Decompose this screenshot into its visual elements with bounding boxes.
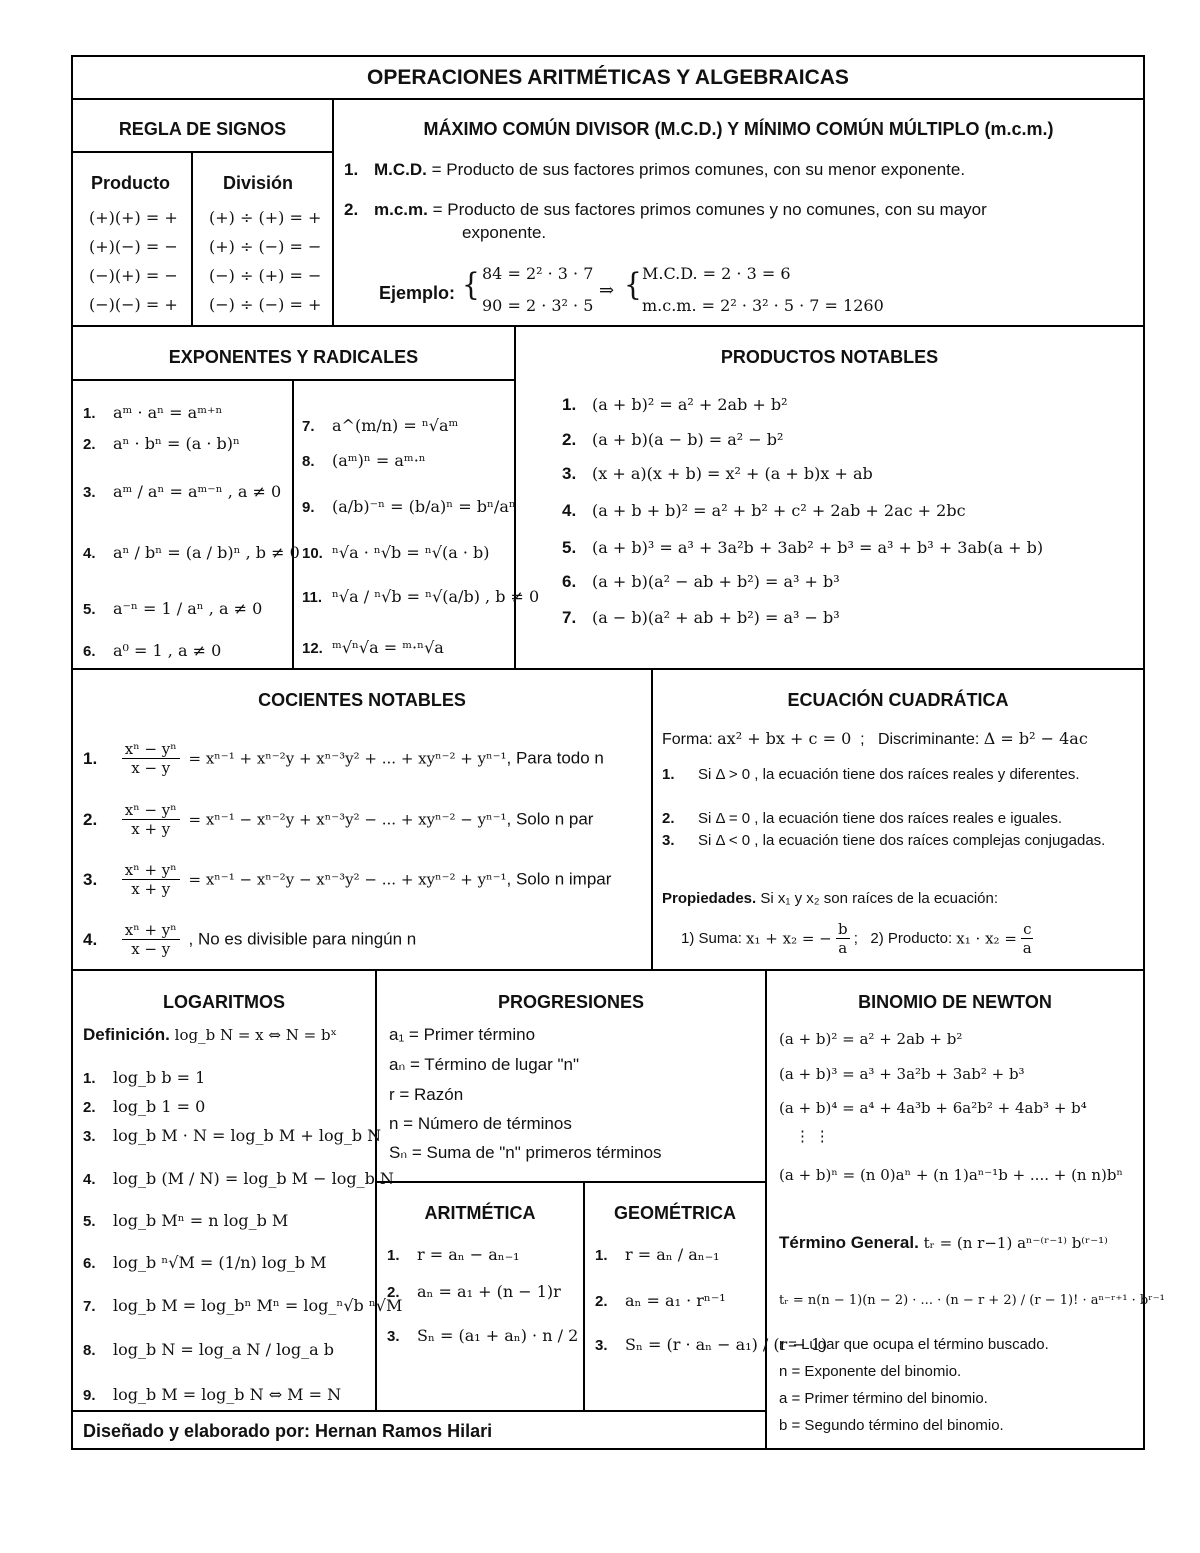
radical-rule: 8. (aᵐ)ⁿ = aᵐ·ⁿ bbox=[302, 451, 426, 470]
binomial-general-expansion: (a + b)ⁿ = (n 0)aⁿ + (n 1)aⁿ⁻¹b + .... + (n n)bⁿ bbox=[779, 1166, 1123, 1184]
exponent-rule: 3. aᵐ / aⁿ = aᵐ⁻ⁿ , a ≠ 0 bbox=[83, 482, 282, 501]
product-formula: 6. (a + b)(a² − ab + b²) = a³ + b³ bbox=[562, 572, 840, 591]
product-formula: 1. (a + b)² = a² + 2ab + b² bbox=[562, 395, 788, 414]
log-rule: 4. log_b (M / N) = log_b M − log_b N bbox=[83, 1169, 394, 1188]
division-label: División bbox=[223, 173, 294, 193]
newton-legend: a = Primer término del binomio. bbox=[779, 1390, 988, 1407]
log-rule: 1. log_b b = 1 bbox=[83, 1068, 206, 1087]
geometric-formula: 2. aₙ = a₁ · rⁿ⁻¹ bbox=[595, 1291, 726, 1310]
exponent-rule: 6. a⁰ = 1 , a ≠ 0 bbox=[83, 641, 222, 660]
newton-legend: r = Lugar que ocupa el término buscado. bbox=[779, 1336, 1049, 1353]
arithmetic-heading: ARITMÉTICA bbox=[424, 1203, 536, 1223]
signs-section bbox=[73, 100, 334, 327]
product-column bbox=[73, 153, 193, 325]
signs-heading: REGLA DE SIGNOS bbox=[118, 119, 287, 139]
formula-sheet bbox=[71, 55, 1165, 1450]
mcd-item: 1. M.C.D. = Producto de sus factores primos comunes, con su menor exponente. bbox=[344, 160, 966, 179]
geometric-heading: GEOMÉTRICA bbox=[613, 1203, 736, 1223]
example-factorization: 90 = 2 · 3² · 5 bbox=[482, 296, 594, 315]
quotient-formula: 4. $\frac{\text{xⁿ + yⁿ}}{x - y}$ , No es divisible para ningún n bbox=[83, 921, 417, 958]
newton-section bbox=[767, 971, 1165, 1448]
product-formula: 3. (x + a)(x + b) = x² + (a + b)x + ab bbox=[562, 464, 873, 483]
product-rule: (+)(+) = + bbox=[89, 208, 178, 227]
products-heading: PRODUCTOS NOTABLES bbox=[720, 347, 939, 367]
exponents-right-column bbox=[294, 381, 540, 668]
product-rule: (−)(+) = − bbox=[89, 266, 178, 285]
logarithms-section bbox=[73, 971, 403, 1410]
example-result: m.c.m. = 2² · 3² · 5 · 7 = 1260 bbox=[642, 296, 884, 315]
implies-arrow: ⇒ bbox=[599, 280, 615, 301]
progression-definition: a₁ = Primer término bbox=[389, 1025, 536, 1044]
logarithms-heading: LOGARITMOS bbox=[163, 992, 285, 1012]
general-term-expanded: tᵣ = n(n − 1)(n − 2) · ... · (n − r + 2) / (r − 1)! · aⁿ⁻ʳ⁺¹ · bʳ⁻¹ bbox=[779, 1293, 1165, 1308]
division-rule: (+) ÷ (−) = − bbox=[209, 237, 322, 256]
newton-legend: b = Segundo término del binomio. bbox=[779, 1417, 1004, 1434]
exponent-rule: 1. aᵐ · aⁿ = aᵐ⁺ⁿ bbox=[83, 403, 223, 422]
radical-rule: 7. a^(m/n) = ⁿ√aᵐ bbox=[302, 416, 459, 435]
binomial-ellipsis: ⋮ ⋮ bbox=[795, 1127, 830, 1145]
quadratic-form: Forma: ax² + bx + c = 0 ; Discriminante: Δ = b² − 4ac bbox=[662, 729, 1088, 748]
quadratic-properties: Propiedades. Si x₁ y x₂ son raíces de la ecuación: bbox=[662, 890, 999, 907]
quotient-formula: 2. $\frac{\text{xⁿ − yⁿ}}{x + y}$ = xⁿ⁻¹ − xⁿ⁻²y + xⁿ⁻³y² − ... + xyⁿ⁻² − yⁿ⁻¹, Solo n par bbox=[83, 801, 594, 838]
progression-definition: aₙ = Término de lugar "n" bbox=[389, 1055, 580, 1074]
progression-definition: r = Razón bbox=[389, 1085, 464, 1104]
log-rule: 8. log_b N = log_a N / log_a b bbox=[83, 1340, 334, 1359]
arithmetic-formula: 3. Sₙ = (a₁ + aₙ) · n / 2 bbox=[387, 1326, 579, 1345]
progression-definition: Sₙ = Suma de "n" primeros términos bbox=[389, 1143, 662, 1162]
product-formula: 5. (a + b)³ = a³ + 3a²b + 3ab² + b³ = a³ + b³ + 3ab(a + b) bbox=[562, 538, 1044, 557]
footer bbox=[73, 1410, 767, 1448]
radical-rule: 9. (a/b)⁻ⁿ = (b/a)ⁿ = bⁿ/aⁿ bbox=[302, 497, 516, 516]
example-label: Ejemplo: bbox=[379, 283, 456, 303]
quadratic-case: 3. Si Δ < 0 , la ecuación tiene dos raíces complejas conjugadas. bbox=[662, 832, 1106, 849]
log-rule: 9. log_b M = log_b N ⇔ M = N bbox=[83, 1385, 342, 1404]
product-formula: 2. (a + b)(a − b) = a² − b² bbox=[562, 430, 784, 449]
mcm-item-continued: exponente. bbox=[462, 223, 547, 242]
product-label: Producto bbox=[91, 173, 170, 193]
product-rule: (−)(−) = + bbox=[89, 295, 178, 314]
geometric-progression bbox=[585, 1183, 828, 1410]
exponent-rule: 5. a⁻ⁿ = 1 / aⁿ , a ≠ 0 bbox=[83, 599, 263, 618]
progressions-heading: PROGRESIONES bbox=[497, 992, 645, 1012]
exponents-left-column bbox=[73, 381, 300, 668]
arithmetic-formula: 2. aₙ = a₁ + (n − 1)r bbox=[387, 1282, 561, 1301]
quotients-heading: COCIENTES NOTABLES bbox=[258, 690, 466, 710]
radical-rule: 10. ⁿ√a · ⁿ√b = ⁿ√(a · b) bbox=[302, 543, 490, 562]
exponents-section bbox=[73, 327, 540, 670]
product-formula: 4. (a + b + b)² = a² + b² + c² + 2ab + 2ac + 2bc bbox=[562, 501, 966, 520]
quadratic-case: 2. Si Δ = 0 , la ecuación tiene dos raíces reales e iguales. bbox=[662, 810, 1062, 827]
quotient-formula: 1. $\frac{\text{xⁿ − yⁿ}}{x - y}$ = xⁿ⁻¹ + xⁿ⁻²y + xⁿ⁻³y² + ... + xyⁿ⁻² + yⁿ⁻¹, Para todo n bbox=[83, 740, 604, 777]
exponents-heading: EXPONENTES Y RADICALES bbox=[168, 347, 419, 367]
exponents-header bbox=[73, 327, 514, 381]
left-brace: { bbox=[462, 266, 480, 303]
progressions-definitions bbox=[377, 971, 765, 1183]
signs-header bbox=[73, 100, 332, 153]
mcd-section bbox=[334, 100, 1143, 327]
division-rule: (+) ÷ (+) = + bbox=[209, 208, 322, 227]
log-definition: Definición. log_b N = x ⇔ N = bˣ bbox=[83, 1025, 337, 1044]
title-bar bbox=[73, 57, 1143, 100]
products-section bbox=[516, 327, 1143, 670]
progressions-section bbox=[377, 971, 828, 1410]
general-term: Término General. tᵣ = (n r−1) aⁿ⁻⁽ʳ⁻¹⁾ b⁽ʳ⁻¹⁾ bbox=[779, 1233, 1108, 1252]
binomial-expansion: (a + b)² = a² + 2ab + b² bbox=[779, 1030, 963, 1048]
radical-rule: 12. ᵐ√ⁿ√a = ᵐ·ⁿ√a bbox=[302, 638, 444, 657]
mcm-item: 2. m.c.m. = Producto de sus factores primos comunes y no comunes, con su mayor bbox=[344, 200, 987, 219]
newton-heading: BINOMIO DE NEWTON bbox=[858, 992, 1052, 1012]
geometric-formula: 1. r = aₙ / aₙ₋₁ bbox=[595, 1245, 720, 1264]
right-brace: { bbox=[624, 266, 642, 303]
arithmetic-formula: 1. r = aₙ − aₙ₋₁ bbox=[387, 1245, 520, 1264]
division-rule: (−) ÷ (−) = + bbox=[209, 295, 322, 314]
quadratic-section bbox=[653, 670, 1143, 971]
page-title: OPERACIONES ARITMÉTICAS Y ALGEBRAICAS bbox=[367, 66, 849, 89]
division-column bbox=[193, 153, 332, 325]
quotients-section bbox=[73, 670, 653, 971]
binomial-expansion: (a + b)³ = a³ + 3a²b + 3ab² + b³ bbox=[779, 1065, 1025, 1083]
quotient-formula: 3. $\frac{\text{xⁿ + yⁿ}}{x + y}$ = xⁿ⁻¹ − xⁿ⁻²y − xⁿ⁻³y² − ... + xyⁿ⁻² + yⁿ⁻¹, Solo n impar bbox=[83, 861, 612, 898]
example-factorization: 84 = 2² · 3 · 7 bbox=[482, 264, 594, 283]
binomial-expansion: (a + b)⁴ = a⁴ + 4a³b + 6a²b² + 4ab³ + b⁴ bbox=[779, 1099, 1087, 1117]
log-rule: 3. log_b M · N = log_b M + log_b N bbox=[83, 1126, 382, 1145]
quadratic-case: 1. Si Δ > 0 , la ecuación tiene dos raíces reales y diferentes. bbox=[662, 766, 1080, 783]
example-result: M.C.D. = 2 · 3 = 6 bbox=[642, 264, 791, 283]
newton-legend: n = Exponente del binomio. bbox=[779, 1363, 962, 1380]
author-credit: Diseñado y elaborado por: Hernan Ramos Hilari bbox=[83, 1421, 493, 1441]
product-rule: (+)(−) = − bbox=[89, 237, 178, 256]
log-rule: 2. log_b 1 = 0 bbox=[83, 1097, 206, 1116]
radical-rule: 11. ⁿ√a / ⁿ√b = ⁿ√(a/b) , b ≠ 0 bbox=[302, 587, 540, 606]
log-rule: 5. log_b Mⁿ = n log_b M bbox=[83, 1211, 289, 1230]
log-rule: 6. log_b ⁿ√M = (1/n) log_b M bbox=[83, 1253, 327, 1272]
quadratic-heading: ECUACIÓN CUADRÁTICA bbox=[787, 690, 1009, 710]
exponent-rule: 4. aⁿ / bⁿ = (a / b)ⁿ , b ≠ 0 bbox=[83, 543, 300, 562]
division-rule: (−) ÷ (+) = − bbox=[209, 266, 322, 285]
progression-definition: n = Número de términos bbox=[389, 1114, 572, 1133]
product-formula: 7. (a − b)(a² + ab + b²) = a³ − b³ bbox=[562, 608, 840, 627]
roots-relations: 1) Suma: x₁ + x₂ = − $\frac{b}{a}$ ; 2) Producto: x₁ · x₂ = $\frac{c}{a}$ bbox=[681, 920, 1032, 957]
geometric-formula: 3. Sₙ = (r · aₙ − a₁) / (r − 1) bbox=[595, 1335, 828, 1354]
exponent-rule: 2. aⁿ · bⁿ = (a · b)ⁿ bbox=[83, 434, 240, 453]
log-rule: 7. log_b M = log_bⁿ Mⁿ = log_ⁿ√b ⁿ√M bbox=[83, 1296, 403, 1315]
arithmetic-progression bbox=[377, 1183, 585, 1410]
mcd-heading: MÁXIMO COMÚN DIVISOR (M.C.D.) Y MÍNIMO COMÚN MÚLTIPLO (m.c.m.) bbox=[423, 119, 1054, 139]
